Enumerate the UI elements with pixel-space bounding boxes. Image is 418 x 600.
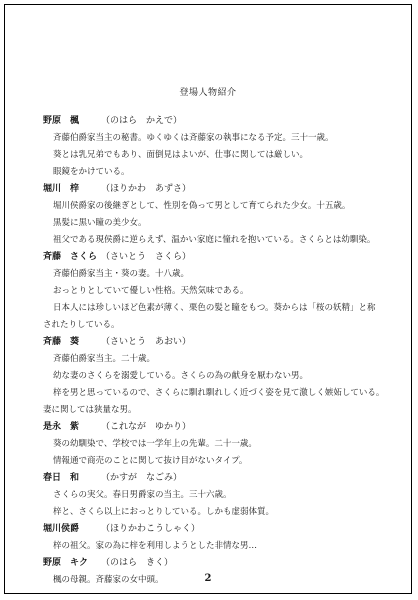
character-description-line: 情報通で商売のことに関して抜け目がないタイプ。 [53,456,248,466]
character-reading: （かすが なごみ） [101,473,183,483]
character-description-line: 幼な妻のさくらを溺愛している。さくらの為の献身を厭わない男。 [53,371,309,381]
character-name: 斉藤 さくら [43,252,98,262]
character-description-line: 祖父である現侯爵に逆らえず、温かい家庭に憧れを抱いている。さくらとは幼馴染。 [53,235,376,245]
character-reading: （これなが ゆかり） [101,422,192,432]
character-reading: （さいとう さくら） [101,252,192,262]
character-description-line: 日本人には珍しいほど色素が薄く、栗色の髪と瞳をもつ。葵からは「桜の妖精」と称 [53,303,376,313]
character-entry-nagomi [43,470,383,521]
character-description-line: 斉藤伯爵家当主。二十歳。 [53,354,156,364]
character-list [43,113,383,589]
character-description-line: 楓の母親。斉藤家の女中頭。 [53,575,164,585]
character-name: 堀川侯爵 [43,524,80,534]
character-description-line: されたりしている。 [43,320,120,330]
character-heading [43,249,383,266]
character-heading [43,470,383,487]
character-description-line: 葵とは乳兄弟でもあり、面倒見はよいが、仕事に関しては厳しい。 [53,150,309,160]
character-name: 堀川 梓 [43,184,80,194]
page-title: 登場人物紹介 [179,88,237,98]
character-reading: （のはら きく） [101,558,174,568]
character-description-line: 眼鏡をかけている。 [53,167,130,177]
character-heading [43,555,383,572]
character-entry-yukari [43,419,383,470]
character-description-line: さくらの実父。春日男爵家の当主。三十六歳。 [53,490,232,500]
character-heading [43,521,383,538]
character-entry-horikawa-marquis [43,521,383,555]
character-name: 斉藤 葵 [43,337,80,347]
character-description-line: 葵の幼馴染で、学校では一学年上の先輩。二十一歳。 [53,439,257,449]
character-description-line: 斉藤伯爵家当主・葵の妻。十八歳。 [53,269,190,279]
character-entry-aoi [43,334,383,419]
character-description-line: 黒髪に黒い瞳の美少女。 [53,218,147,228]
character-description-line: おっとりとしていて優しい性格。天然気味である。 [53,286,249,296]
character-reading: （ほりかわこうしゃく） [101,524,201,534]
character-description-line: 梓と、さくら以上におっとりしている。しかも虚弱体質。 [53,507,275,517]
character-name: 野原 楓 [43,116,80,126]
character-heading [43,181,383,198]
character-reading: （さいとう あおい） [101,337,192,347]
character-entry-kaede [43,113,383,181]
character-description-line: 梓を男と思っているので、さくらに馴れ馴れしく近づく姿を見て激しく嫉妬している。 [53,388,385,398]
character-heading [43,113,383,130]
character-name: 春日 和 [43,473,80,483]
character-description-line: 堀川侯爵家の後継ぎとして、性別を偽って男として育てられた少女。十五歳。 [53,201,351,211]
page-number: 2 [204,573,212,584]
character-description-line: 斉藤伯爵家当主の秘書。ゆくゆくは斉藤家の執事になる予定。三十一歳。 [53,133,334,143]
character-heading [43,334,383,351]
character-entry-sakura [43,249,383,334]
character-entry-azusa [43,181,383,249]
character-reading: （ほりかわ あずさ） [101,184,192,194]
character-heading [43,419,383,436]
character-reading: （のはら かえで） [101,116,183,126]
character-name: 是永 紫 [43,422,80,432]
character-description-line: 梓の祖父。家の為に梓を利用しようとした非情な男… [53,541,258,551]
document-page [4,4,412,594]
character-name: 野原 キク [43,558,89,568]
character-description-line: 妻に関しては狭量な男。 [43,405,137,415]
